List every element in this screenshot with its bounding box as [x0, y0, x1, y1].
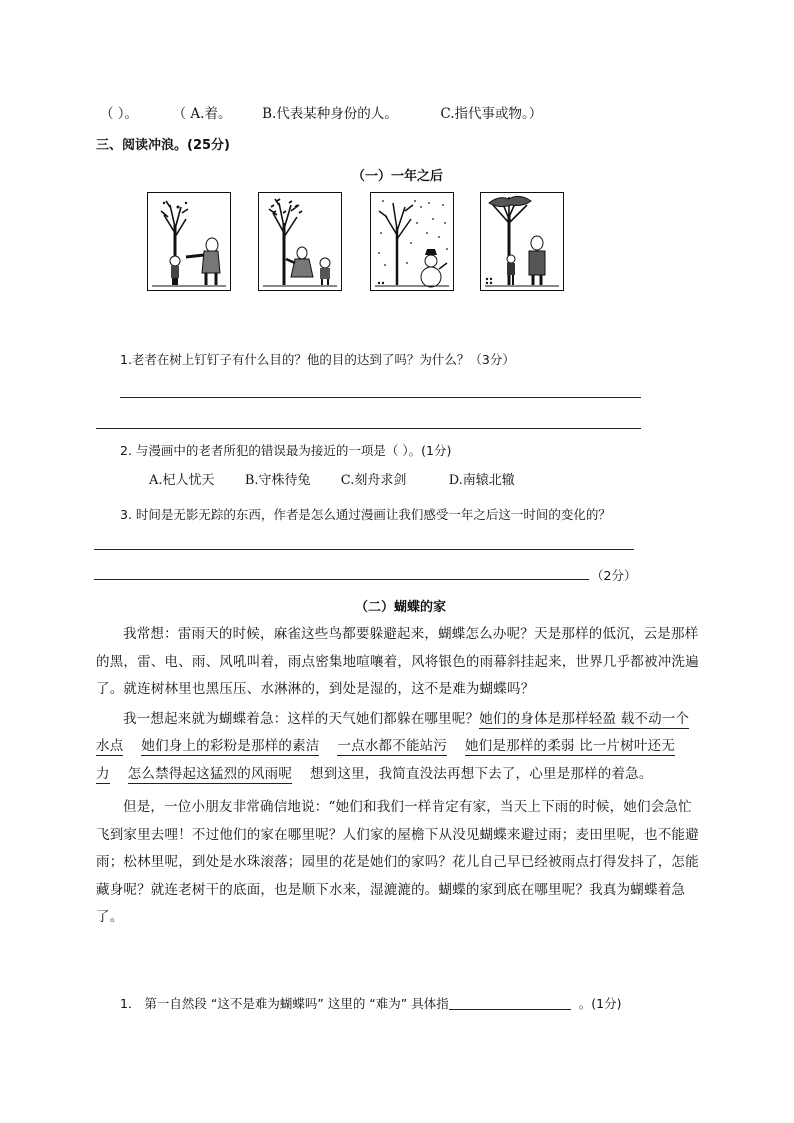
part-1-question-2: 2. 与漫画中的老者所犯的错误最为接近的一项是（ ）。(1分): [120, 443, 452, 458]
part-2-q1-score: 。(1分): [578, 996, 622, 1011]
underlined-phrase-2: 她们身上的彩粉是那样的素洁: [141, 738, 320, 754]
answer-line-q1-a[interactable]: [120, 397, 641, 398]
part-1-q2-options: [149, 471, 515, 491]
part-2-q1-text: 1． 第一自然段 “这不是难为蝴蝶吗” 这里的 “难为” 具体指: [120, 996, 449, 1011]
answer-line-q3-b[interactable]: [94, 579, 589, 580]
prev-option-a: （ A.着。: [172, 106, 232, 122]
comic-panel-1: [147, 192, 231, 291]
part-1-q3-score: （2分）: [591, 568, 637, 583]
prev-option-b: B.代表某种身份的人。: [262, 106, 398, 122]
comic-panel-4: [480, 192, 564, 291]
answer-blank-p2-q1[interactable]: [449, 995, 571, 1010]
paragraph-3-text: 但是，一位小朋友非常确信地说：“她们和我们一样肯定有家，当天上下雨的时候，她们会急忙飞到家里去哩！不过他们的家在哪里呢？人们家的屋檐下从没见蝴蝶来避过雨；麦田里呢，也不能避雨；松林里呢，到处是水珠滚落；园里的花是她们的家吗？花儿自己早已经被雨点打得发抖了，怎能藏身呢？就连老树干的底面，也是顺下水来，湿漉漉的。蝴蝶的家到底在哪里呢？我真为蝴蝶着急了。: [96, 799, 699, 925]
underlined-phrase-1: 她们的身体是那样轻盈 载不动一个水点: [96, 710, 690, 754]
part-1-question-1: 1.老者在树上钉钉子有什么目的？他的目的达到了吗？为什么？（3分）: [120, 352, 515, 367]
q2-option-c[interactable]: C.刻舟求剑: [340, 473, 407, 488]
passage: [96, 621, 700, 932]
q2-option-a[interactable]: A.杞人忧天: [149, 473, 215, 488]
paragraph-2-start: 我一想起来就为蝴蝶着急：这样的天气她们都躲在哪里呢？: [123, 710, 480, 727]
comic-panel-3: [370, 192, 454, 291]
part-1-title: （一）一年之后: [352, 169, 444, 184]
prev-answer-paren: （ ）。: [100, 106, 139, 122]
paragraph-2-end: 想到这里，我简直没法再想下去了，心里是那样的着急。: [310, 765, 653, 782]
paragraph-1-text: 我常想：雷雨天的时候，麻雀这些鸟都要躲避起来，蝴蝶怎么办呢？天是那样的低沉，云是那样的黑，雷、电、雨、风吼叫着，雨点密集地喧嚷着，风将银色的雨幕斜挂起来，世界几乎都被冲洗遍了。就连树林里也黑压压、水淋淋的，到处是湿的，这不是难为蝴蝶吗？: [96, 626, 699, 697]
part-1-question-3: 3. 时间是无影无踪的东西，作者是怎么通过漫画让我们感受一年之后这一时间的变化的？: [120, 507, 611, 522]
q2-option-d[interactable]: D.南辕北辙: [448, 473, 515, 488]
section-3-heading: 三、阅读冲浪。(25分): [96, 138, 230, 153]
passage-paragraph-1: [96, 621, 700, 704]
comic-panel-2: [258, 192, 342, 291]
answer-line-q1-b[interactable]: [96, 428, 641, 429]
underlined-phrase-5: 怎么禁得起这猛烈的风雨呢: [127, 765, 293, 782]
q2-option-b[interactable]: B.守株待兔: [244, 473, 311, 488]
passage-paragraph-3: [96, 794, 700, 932]
part-2-question-1: [120, 994, 621, 1014]
prev-option-c: C.指代事或物。）: [440, 106, 543, 122]
answer-line-q3-a[interactable]: [94, 549, 634, 550]
prev-question-line: [100, 104, 542, 124]
underlined-phrase-3: 一点水都不能站污: [337, 738, 448, 754]
passage-paragraph-2: [96, 706, 700, 789]
part-2-title: （二）蝴蝶的家: [355, 600, 447, 615]
underlined-phrase-4: 她们是那样的柔弱 比一片树叶还无力: [96, 738, 676, 782]
